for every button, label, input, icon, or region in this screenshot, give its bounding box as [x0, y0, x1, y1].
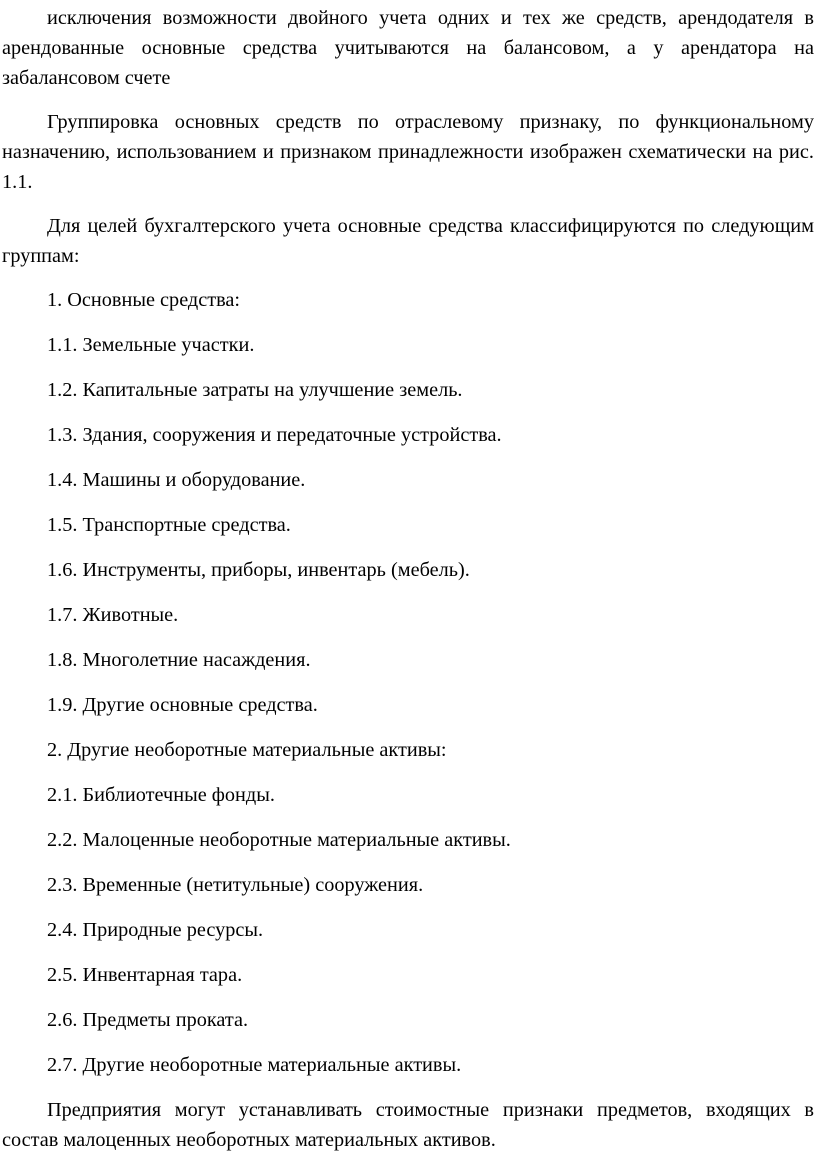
list-item: 2.3. Временные (нетитульные) сооружения. — [47, 874, 424, 896]
paragraph: исключения возможности двойного учета одних и тех же средств, арендодателя в арендованные основные средства учитываются на балансовом, а у арендатора на забалансовом счете — [2, 7, 814, 89]
list-item: 1.2. Капитальные затраты на улучшение земель. — [47, 379, 463, 401]
list-item: 1.5. Транспортные средства. — [47, 514, 291, 536]
list-item: 1.8. Многолетние насаждения. — [47, 649, 311, 671]
list-item: 1.4. Машины и оборудование. — [47, 469, 306, 491]
list-item: 1.3. Здания, сооружения и передаточные устройства. — [47, 424, 502, 446]
paragraph: Группировка основных средств по отраслевому признаку, по функциональному назначению, использованием и признаком принадлежности изображен схематически на рис. 1.1. — [2, 111, 814, 193]
list-item: 1.6. Инструменты, приборы, инвентарь (мебель). — [47, 559, 470, 581]
list-item: 1. Основные средства: — [47, 289, 241, 311]
list-item: 2.1. Библиотечные фонды. — [47, 784, 275, 806]
list-item: 1.9. Другие основные средства. — [47, 694, 318, 716]
list-item: 1.1. Земельные участки. — [47, 334, 255, 356]
paragraph: Предприятия могут устанавливать стоимостные признаки предметов, входящих в состав малоценных необоротных материальных активов. — [2, 1099, 814, 1151]
classification-list — [2, 285, 814, 1080]
list-item: 1.7. Животные. — [47, 604, 179, 626]
list-item: 2. Другие необоротные материальные активы: — [47, 739, 447, 761]
list-item: 2.6. Предметы проката. — [47, 1009, 249, 1031]
list-item: 2.2. Малоценные необоротные материальные активы. — [47, 829, 511, 851]
list-item: 2.4. Природные ресурсы. — [47, 919, 264, 941]
paragraph: Для целей бухгалтерского учета основные средства классифицируются по следующим группам: — [2, 215, 814, 267]
list-item: 2.7. Другие необоротные материальные активы. — [47, 1054, 462, 1076]
list-item: 2.5. Инвентарная тара. — [47, 964, 243, 986]
